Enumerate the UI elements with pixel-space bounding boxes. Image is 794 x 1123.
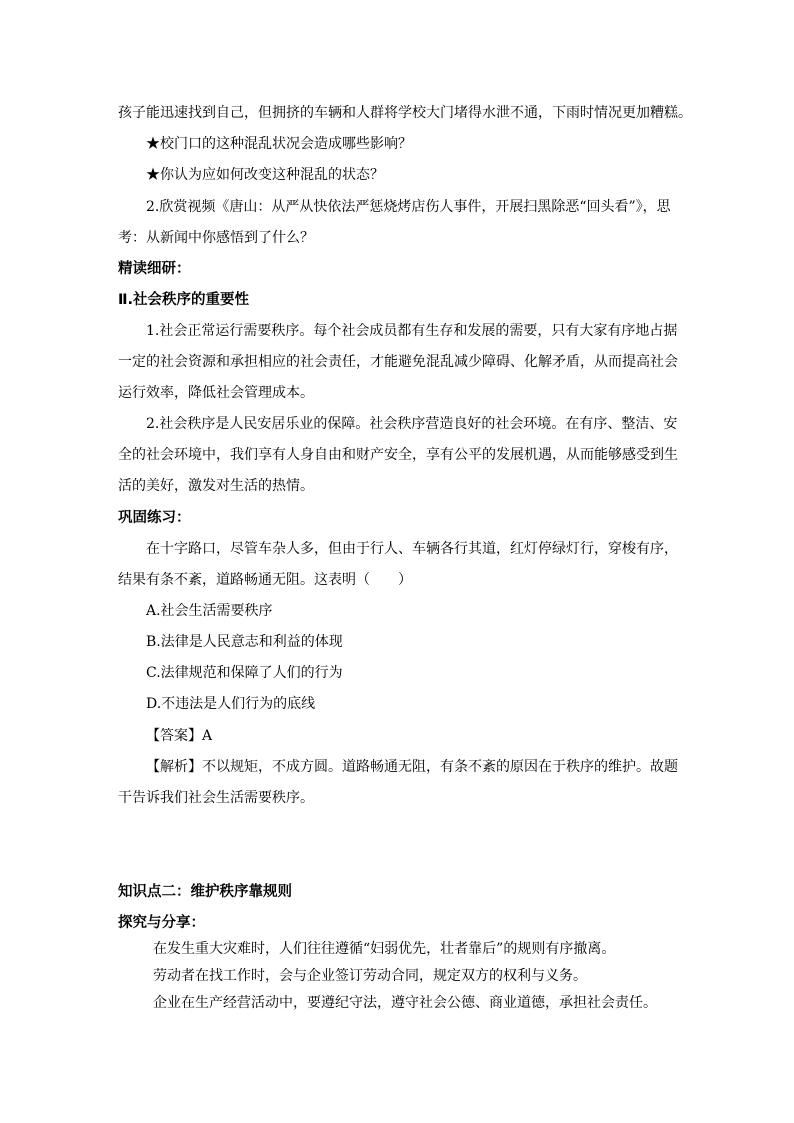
- explore-line: 在发生重大灾难时，人们往往遵循“妇弱优先，壮者靠后”的规则有序撤离。: [153, 941, 616, 957]
- analysis-line: 【解析】不以规矩，不成方圆。道路畅通无阻，有条不紊的原因在于秩序的维护。故题: [146, 759, 678, 775]
- paragraph-line: 一定的社会资源和承担相应的社会责任，才能避免混乱减少障碍、化解矛盾，从而提高社会: [118, 354, 678, 370]
- reading-title: 精读细研：: [118, 261, 191, 277]
- section-title: Ⅱ.社会秩序的重要性: [118, 292, 250, 308]
- video-line-2: 考：从新闻中你感悟到了什么？: [118, 230, 314, 246]
- question-2: ★你认为应如何改变这种混乱的状态？: [146, 167, 384, 183]
- question-stem: 在十字路口，尽管车杂人多，但由于行人、车辆各行其道，红灯停绿灯行，穿梭有序，: [146, 541, 678, 557]
- explore-line: 劳动者在找工作时，会与企业签订劳动合同，规定双方的权利与义务。: [153, 968, 587, 984]
- question-stem: 结果有条不紊，道路畅通无阻。这表明（ ）: [118, 572, 412, 588]
- analysis-line: 干告诉我们社会生活需要秩序。: [118, 790, 314, 806]
- explore-line: 企业在生产经营活动中，要遵纪守法，遵守社会公德、商业道德，承担社会责任。: [153, 995, 657, 1011]
- paragraph-line: 2.社会秩序是人民安居乐业的保障。社会秩序营造良好的社会环境。在有序、整洁、安: [146, 416, 678, 432]
- option-a: A.社会生活需要秩序: [146, 603, 273, 619]
- option-c: C.法律规范和保障了人们的行为: [146, 665, 343, 681]
- question-1: ★校门口的这种混乱状况会造成哪些影响？: [146, 136, 412, 152]
- knowledge-point-title: 知识点二：维护秩序靠规则: [118, 884, 292, 900]
- paragraph-line: 活的美好，激发对生活的热情。: [118, 478, 314, 494]
- explore-title: 探究与分享：: [118, 915, 205, 931]
- paragraph-line: 运行效率，降低社会管理成本。: [118, 385, 314, 401]
- option-b: B.法律是人民意志和利益的体现: [146, 634, 343, 650]
- practice-title: 巩固练习：: [118, 510, 191, 526]
- intro-line: 孩子能迅速找到自己，但拥挤的车辆和人群将学校大门堵得水泄不通，下雨时情况更加糟糕。: [118, 105, 692, 121]
- paragraph-line: 全的社会环境中，我们享有人身自由和财产安全，享有公平的发展机遇，从而能够感受到生: [118, 447, 678, 463]
- option-d: D.不违法是人们行为的底线: [146, 696, 316, 712]
- answer: 【答案】A: [146, 728, 213, 744]
- paragraph-line: 1.社会正常运行需要秩序。每个社会成员都有生存和发展的需要，只有大家有序地占据: [146, 323, 678, 339]
- video-line-1: 2.欣赏视频《唐山：从严从快依法严惩烧烤店伤人事件，开展扫黑除恶“回头看”》，思: [146, 199, 671, 215]
